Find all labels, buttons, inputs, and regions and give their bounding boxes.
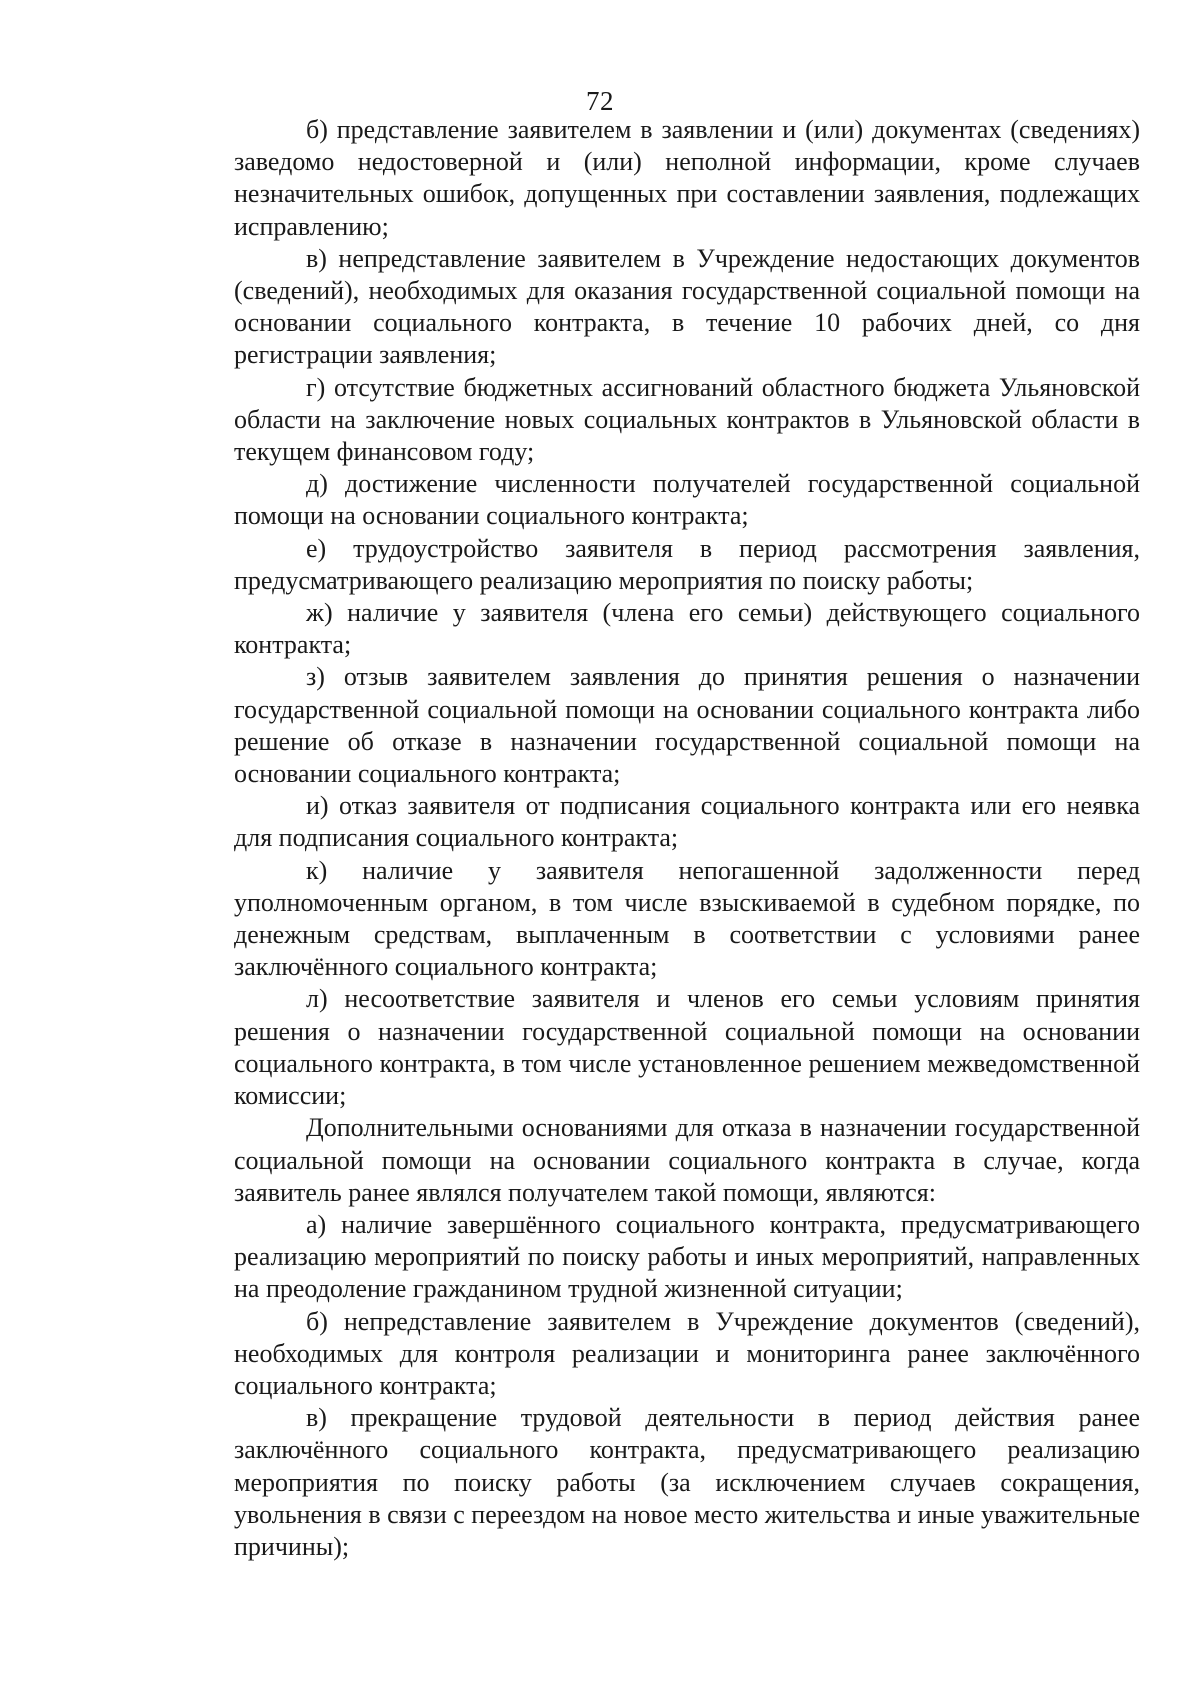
paragraph-b-false-information: б) представление заявителем в заявлении и (или) документах (сведениях) заведомо недостоверной и (или) неполной информации, кроме случаев незначительных ошибок, допущенных при составлении заявления, подлежащих исправлению; xyxy=(234,115,1140,241)
paragraph-i-refusal-to-sign: и) отказ заявителя от подписания социального контракта или его неявка для подписания социального контракта; xyxy=(234,791,1140,853)
paragraph-v-missing-documents: в) непредставление заявителем в Учреждение недостающих документов (сведений), необходимых для оказания государственной социальной помощи на основании социального контракта, в течение 10 рабочих дней, со дня регистрации заявления; xyxy=(234,243,1140,370)
paragraph-a-completed-contract: а) наличие завершённого социального контракта, предусматривающего реализацию мероприятий по поиску работы и иных мероприятий, направленных на преодоление гражданином трудной жизненной ситуации; xyxy=(234,1209,1140,1304)
paragraph-l-non-compliance: л) несоответствие заявителя и членов его семьи условиям принятия решения о назначении государственной социальной помощи на основании социального контракта, в том числе установленное решением межведомственной комиссии; xyxy=(234,984,1140,1111)
paragraph-z-withdrawal: з) отзыв заявителем заявления до принятия решения о назначении государственной социальной помощи на основании социального контракта либо решение об отказе в назначении государственной социальной помощи на основании социального контракта; xyxy=(234,662,1140,789)
document-body xyxy=(234,114,1140,1563)
paragraph-additional-grounds: Дополнительными основаниями для отказа в назначении государственной социальной помощи на основании социального контракта в случае, когда заявитель ранее являлся получателем такой помощи, являются: xyxy=(234,1113,1140,1207)
paragraph-d-recipient-limit: д) достижение численности получателей государственной социальной помощи на основании социального контракта; xyxy=(234,469,1140,531)
paragraph-b-monitoring-documents: б) непредставление заявителем в Учреждение документов (сведений), необходимых для контроля реализации и мониторинга ранее заключённого социального контракта; xyxy=(234,1306,1140,1400)
paragraph-zh-active-contract: ж) наличие у заявителя (члена его семьи) действующего социального контракта; xyxy=(234,598,1140,660)
page-number: 72 xyxy=(586,86,614,116)
paragraph-k-debt: к) наличие у заявителя непогашенной задолженности перед уполномоченным органом, в том числе взыскиваемой в судебном порядке, по денежным средствам, выплаченным в соответствии с условиями ранее заключённого социального контракта; xyxy=(234,855,1140,982)
paragraph-v-employment-termination: в) прекращение трудовой деятельности в период действия ранее заключённого социального контракта, предусматривающего реализацию мероприятия по поиску работы (за исключением случаев сокращения, увольнения в связи с переездом на новое место жительства и иные уважительные причины); xyxy=(234,1403,1140,1561)
paragraph-g-no-budget: г) отсутствие бюджетных ассигнований областного бюджета Ульяновской области на заключение новых социальных контрактов в Ульяновской области в текущем финансовом году; xyxy=(234,372,1140,467)
paragraph-e-employment: е) трудоустройство заявителя в период рассмотрения заявления, предусматривающего реализацию мероприятия по поиску работы; xyxy=(234,533,1140,595)
